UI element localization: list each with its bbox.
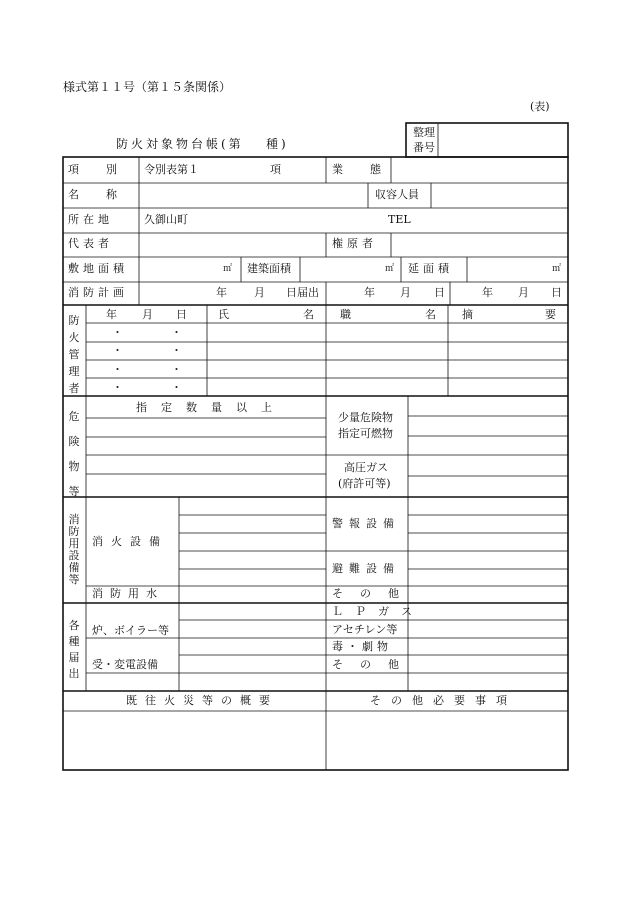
extinguishing-equipment-label: 消火設備: [92, 535, 168, 548]
designated-combustible-label: 指定可燃物: [338, 427, 393, 440]
fire-plan-label: 消防計画: [68, 286, 128, 299]
date-dot: ・: [171, 326, 182, 339]
plan-month-2: 月: [400, 286, 411, 299]
building-area-unit: ㎡: [385, 264, 395, 274]
manager-col-job-1: 職: [340, 308, 351, 321]
manager-col-day: 日: [176, 308, 187, 321]
representative-label: 代表者: [68, 237, 113, 250]
koubetsu-label: 項 別: [68, 163, 125, 176]
koubetsu-value-suffix: 項: [270, 163, 281, 176]
date-dot: ・: [112, 326, 123, 339]
plan-day-3: 日: [551, 286, 562, 299]
prefecture-permit-label: (府許可等): [338, 477, 391, 490]
building-area-label: 建築面積: [247, 262, 291, 275]
equipment-other-label: その他: [332, 587, 416, 600]
form-title-prefix: 防火対象物台帳(第: [116, 137, 244, 151]
reports-side-label: 各 種 届 出: [68, 619, 80, 680]
hazard-side-label: 危 険 物 等: [68, 410, 80, 498]
koubetsu-value-prefix: 令別表第１: [144, 163, 199, 176]
side-marker: (表): [530, 100, 550, 113]
date-dot: ・: [171, 381, 182, 394]
bango-label: 番号: [413, 141, 435, 154]
site-area-unit: ㎡: [223, 264, 233, 274]
form-title-suffix: 種): [266, 137, 289, 151]
manager-col-name-2: 名: [303, 308, 314, 321]
small-hazard-label: 少量危険物: [338, 411, 393, 424]
equipment-side-label: 消 防 用 設 備 等: [68, 513, 80, 586]
plan-year-1: 年: [216, 286, 227, 299]
boiler-label: 炉、ボイラー等: [92, 624, 169, 637]
manager-col-name-1: 氏: [218, 308, 229, 321]
substation-label: 受・変電設備: [92, 658, 158, 671]
floor-area-label: 延面積: [408, 262, 453, 275]
plan-year-2: 年: [364, 286, 375, 299]
gyoutai-label: 業 態: [332, 163, 389, 176]
acetylene-label: アセチレン等: [332, 623, 398, 636]
address-value: 久御山町: [144, 213, 188, 226]
plan-day-1: 日届出: [286, 286, 319, 299]
high-pressure-gas-label: 高圧ガス: [344, 461, 388, 474]
capacity-label: 収容人員: [375, 188, 419, 201]
date-dot: ・: [171, 363, 182, 376]
floor-area-unit: ㎡: [552, 264, 562, 274]
fire-history-header: 既往火災等の概要: [126, 694, 278, 707]
poison-label: 毒・劇物: [332, 640, 392, 653]
plan-year-3: 年: [482, 286, 493, 299]
plan-month-3: 月: [518, 286, 529, 299]
kengensha-label: 権原者: [332, 237, 377, 250]
form-number: 様式第１１号（第１５条関係）: [63, 80, 232, 94]
plan-month-1: 月: [254, 286, 265, 299]
manager-col-job-2: 名: [425, 308, 436, 321]
date-dot: ・: [112, 363, 123, 376]
manager-col-year: 年: [106, 308, 117, 321]
name-label: 名 称: [68, 188, 125, 201]
designated-quantity-header: 指定数量以上: [136, 401, 286, 414]
address-label: 所在地: [68, 213, 113, 226]
manager-col-note-2: 要: [545, 308, 556, 321]
date-dot: ・: [171, 344, 182, 357]
manager-side-label: 防 火 管 理 者: [68, 314, 80, 395]
alarm-equipment-label: 警報設備: [332, 517, 400, 530]
manager-col-note-1: 摘: [462, 308, 473, 321]
fire-water-label: 消防用水: [92, 587, 164, 600]
manager-col-month: 月: [142, 308, 153, 321]
evacuation-equipment-label: 避難設備: [332, 562, 400, 575]
tel-label: TEL: [388, 213, 411, 226]
lp-gas-label: ＬＰガス: [332, 605, 424, 618]
other-required-header: その他必要事項: [370, 694, 517, 707]
date-dot: ・: [112, 344, 123, 357]
plan-day-2: 日: [434, 286, 445, 299]
date-dot: ・: [112, 381, 123, 394]
reports-other-label: その他: [332, 658, 416, 671]
seiri-label: 整理: [413, 126, 435, 139]
site-area-label: 敷地面積: [68, 262, 128, 275]
